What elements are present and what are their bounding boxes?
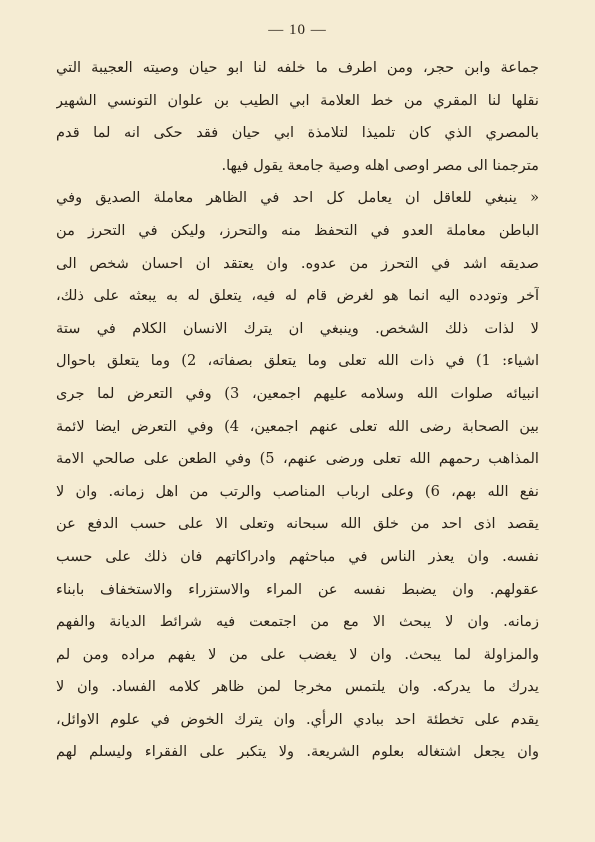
text-line: نفسه. وان يعذر الناس في مباحثهم وادراكاتهم فان ذلك على حسب xyxy=(56,547,539,565)
text-line: المذاهب رحمهم الله تعلى ورضى عنهم، 5) وفي الطعن على صالحي الامة xyxy=(56,450,539,468)
text-line: يدرك ما يدركه. وان يلتمس مخرجا لمن ظاهر كلامه الفساد. وان لا xyxy=(56,678,539,696)
text-line: وان يجعل اشتغاله بعلوم الشريعة. ولا يتكبر على الفقراء وليسلم لهم xyxy=(56,743,539,761)
text-line: بين الصحابة رضى الله تعلى عنهم اجمعين، 4) وفي التعرض ايضا لائمة xyxy=(56,417,539,435)
text-line: والمزاولة لما يبحث. وان لا يغضب على من لا يفهم مراده ومن لم xyxy=(56,645,539,663)
text-line: آخر وتودده اليه انما هو لغرض قام له فيه، يتعلق له به يبعثه على ذلك، xyxy=(56,287,539,305)
text-line: يقدم على تخطئة احد ببادي الرأي. وان يترك الخوض في علوم الاوائل، xyxy=(56,710,539,728)
text-line: مترجمنا الى مصر اوصى اهله وصية جامعة يقول فيها. xyxy=(221,156,539,174)
text-line: الباطن معاملة العدو في التحفظ منه والتحرز، وليكن في التحرز من xyxy=(56,221,539,239)
text-line: عقولهم. وان يضبط نفسه عن المراء والاستزراء والاستخفاف بابناء xyxy=(56,580,539,598)
body-text xyxy=(56,52,539,769)
text-line: زمانه. وان لا يبحث الا مع من اجتمعت فيه شرائط الديانة والفهم xyxy=(56,613,539,631)
text-line: انبيائه صلوات الله وسلامه عليهم اجمعين، 3) وفي التعرض لما جرى xyxy=(56,384,539,402)
text-line: نقلها لنا المقري من خط العلامة ابي الطيب بن علوان التونسي الشهير xyxy=(56,91,539,109)
page-number: — 10 — xyxy=(268,22,327,38)
text-line: يقصد اذى احد من خلق الله سبحانه وتعلى الا على حسب الدفع عن xyxy=(56,515,539,533)
text-line: اشياء: 1) في ذات الله تعلى وما يتعلق بصفاته، 2) وما يتعلق باحوال xyxy=(56,352,539,370)
text-line: نفع الله بهم، 6) وعلى ارباب المناصب والرتب من اهل زمانه. وان لا xyxy=(56,482,539,500)
text-line: جماعة وابن حجر، ومن اطرف ما خلفه لنا ابو حيان وصيته العجيبة التي xyxy=(56,59,539,76)
text-line: صديقه اشد في التحرز من عدوه. وان يعتقد ان احسان شخص الى xyxy=(56,254,539,272)
text-line: « ينبغي للعاقل ان يعامل كل احد في الظاهر معاملة الصديق وفي xyxy=(56,189,539,207)
text-line: بالمصري الذي كان تلميذا لتلامذة ابي حيان فقد حكى انه لما قدم xyxy=(56,124,539,142)
text-line: لا لذات ذلك الشخص. وينبغي ان يترك الانسان الكلام في ستة xyxy=(56,319,539,337)
